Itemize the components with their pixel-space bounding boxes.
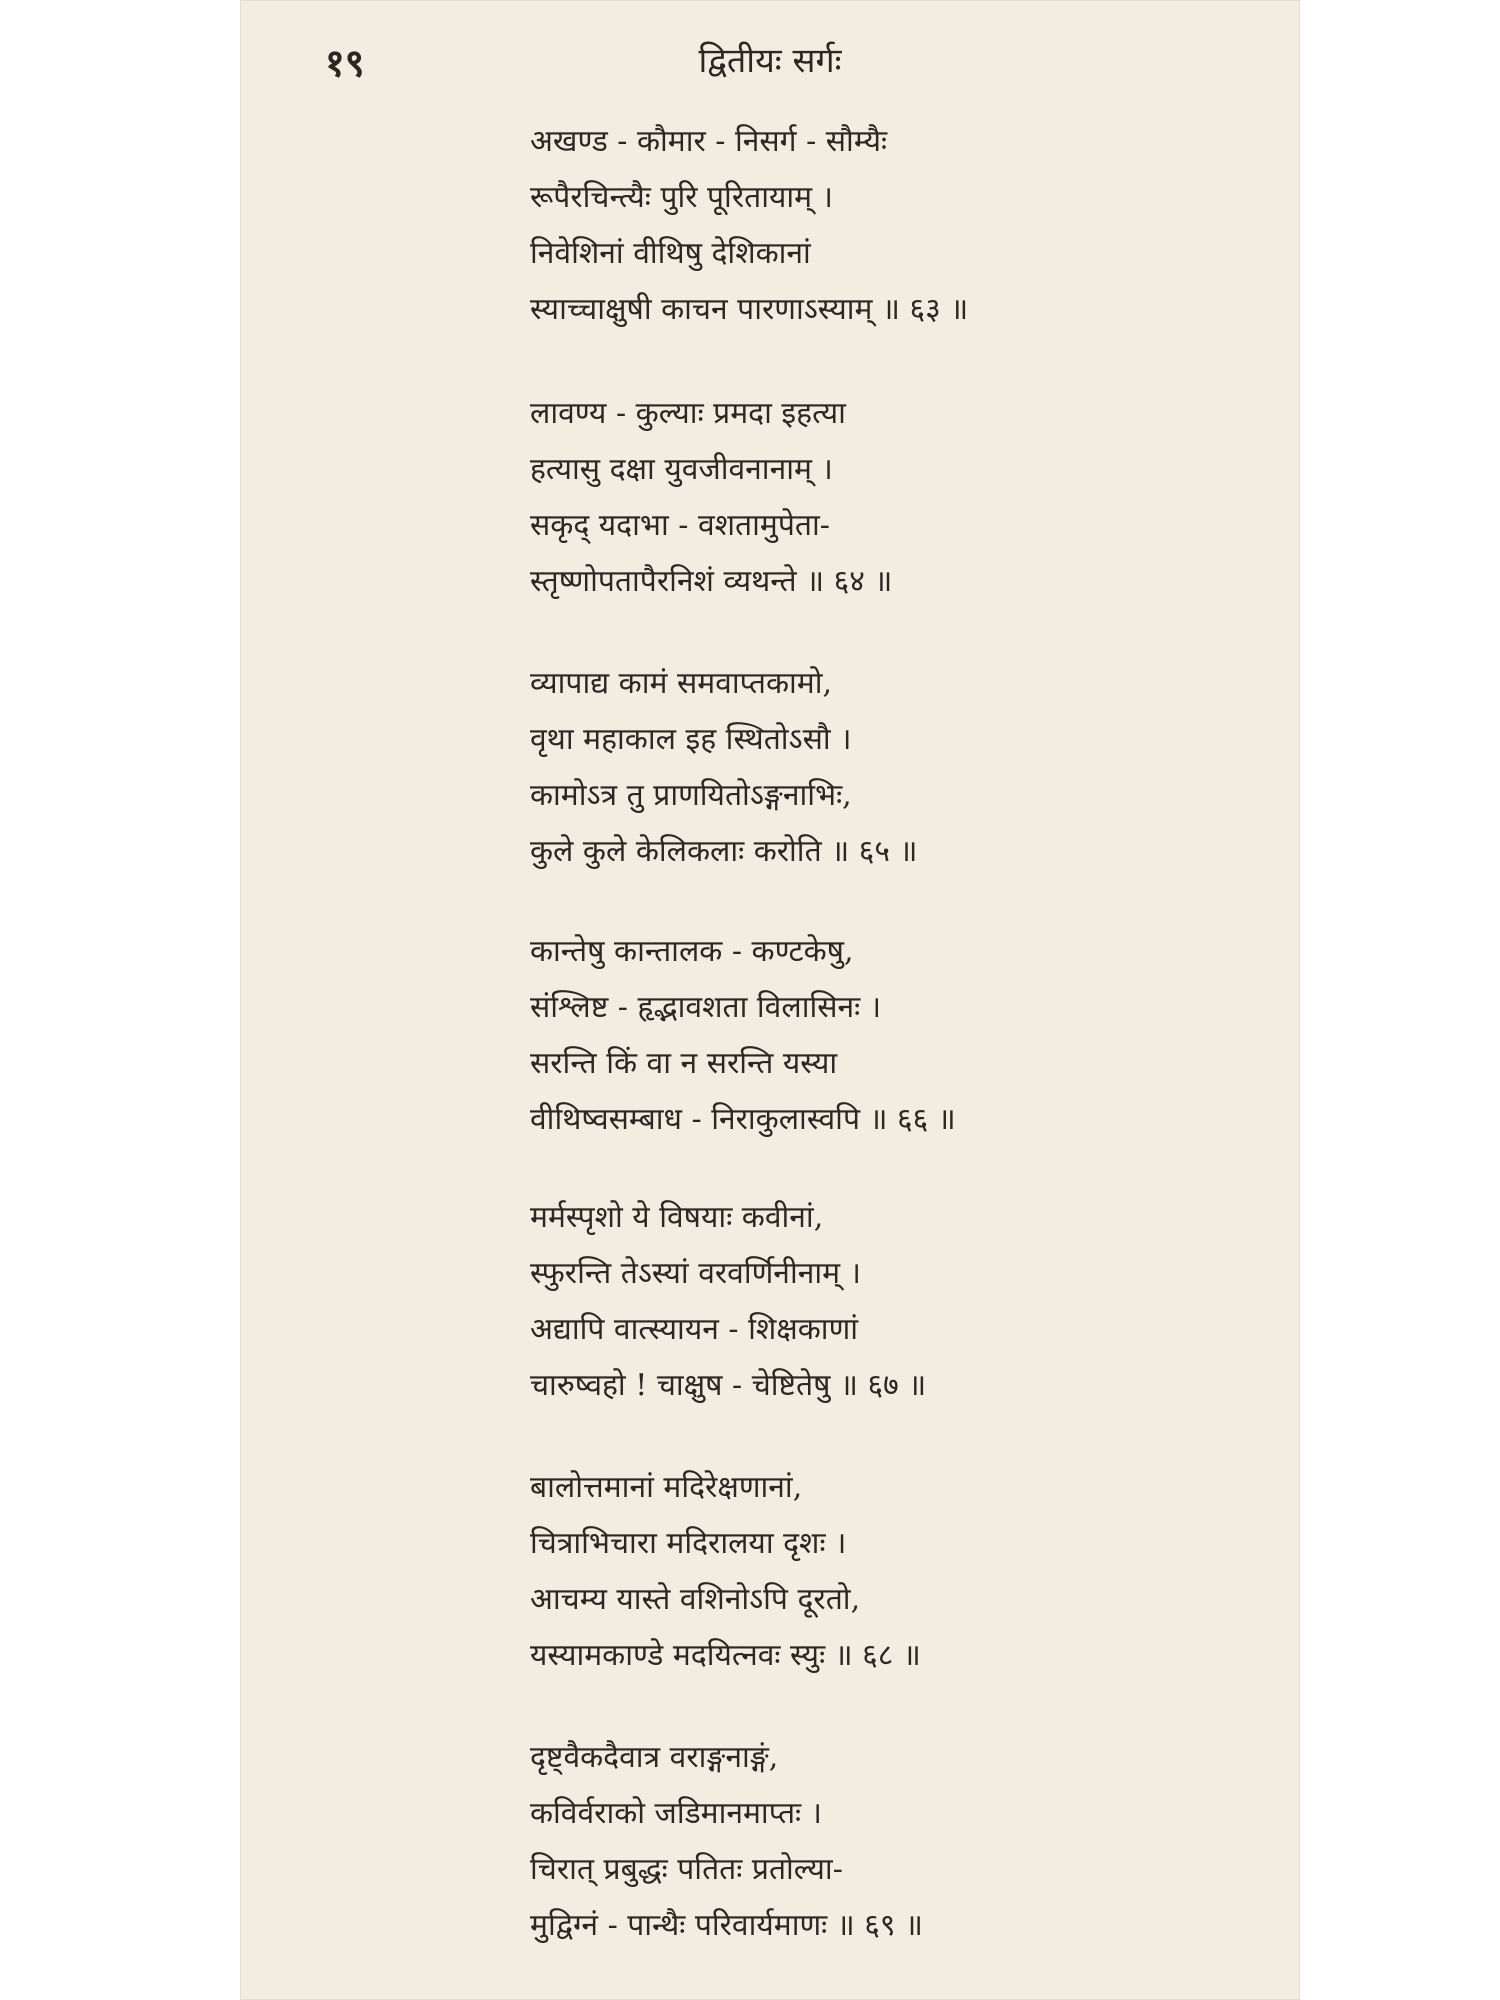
verse-line: हत्यासु दक्षा युवजीवनानाम् । xyxy=(530,452,833,487)
verse-63 xyxy=(530,114,1175,338)
verse-line: अद्यापि वात्स्यायन - शिक्षकाणां xyxy=(530,1312,859,1347)
verse-65 xyxy=(530,656,1175,880)
verse-67 xyxy=(530,1190,1175,1414)
page-number: १९ xyxy=(325,40,365,85)
verse-line: स्याच्चाक्षुषी काचन पारणाऽस्याम् ॥ ६३ ॥ xyxy=(530,292,969,327)
verse-line: रूपैरचिन्त्यैः पुरि पूरितायाम् । xyxy=(530,180,833,215)
verse-line: कुले कुले केलिकलाः करोति ॥ ६५ ॥ xyxy=(530,834,918,869)
verse-69 xyxy=(530,1730,1175,1954)
verse-64 xyxy=(530,386,1175,610)
verse-line: चिरात् प्रबुद्धः पतितः प्रतोल्या- xyxy=(530,1852,843,1887)
verse-line: संश्लिष्ट - हृद्भावशता विलासिनः । xyxy=(530,990,882,1025)
book-page xyxy=(240,0,1300,2000)
verse-line: स्फुरन्ति तेऽस्यां वरवर्णिनीनाम् । xyxy=(530,1256,861,1291)
verse-line: कामोऽत्र तु प्राणयितोऽङ्गनाभिः, xyxy=(530,778,852,813)
verse-line: चारुष्वहो ! चाक्षुष - चेष्टितेषु ॥ ६७ ॥ xyxy=(530,1368,927,1403)
verse-line: सरन्ति किं वा न सरन्ति यस्या xyxy=(530,1046,838,1081)
verse-line: दृष्ट्वैकदैवात्र वराङ्गनाङ्गं, xyxy=(530,1740,779,1775)
verse-line: वृथा महाकाल इह स्थितोऽसौ । xyxy=(530,722,852,757)
verse-line: कविर्वराको जडिमानमाप्तः । xyxy=(530,1796,823,1831)
verse-line: व्यापाद्य कामं समवाप्तकामो, xyxy=(530,666,833,701)
verse-line: मर्मस्पृशो ये विषयाः कवीनां, xyxy=(530,1200,824,1235)
verse-68 xyxy=(530,1460,1175,1684)
verse-line: सकृद् यदाभा - वशतामुपेता- xyxy=(530,508,830,543)
verse-line: बालोत्तमानां मदिरेक्षणानां, xyxy=(530,1470,803,1505)
verse-line: मुद्विग्नं - पान्थैः परिवार्यमाणः ॥ ६९ ॥ xyxy=(530,1908,923,1943)
verse-line: लावण्य - कुल्याः प्रमदा इहत्या xyxy=(530,396,846,431)
verse-line: कान्तेषु कान्तालक - कण्टकेषु, xyxy=(530,934,854,969)
verse-line: यस्यामकाण्डे मदयित्नवः स्युः ॥ ६८ ॥ xyxy=(530,1638,921,1673)
chapter-title: द्वितीयः सर्गः xyxy=(698,41,842,81)
verse-line: वीथिष्वसम्बाध - निराकुलास्वपि ॥ ६६ ॥ xyxy=(530,1102,956,1137)
verse-66 xyxy=(530,924,1175,1148)
verse-line: आचम्य यास्ते वशिनोऽपि दूरतो, xyxy=(530,1582,861,1617)
verse-line: चित्राभिचारा मदिरालया दृशः । xyxy=(530,1526,847,1561)
verse-line: अखण्ड - कौमार - निसर्ग - सौम्यैः xyxy=(530,124,888,159)
verse-line: निवेशिनां वीथिषु देशिकानां xyxy=(530,236,811,271)
verse-line: स्तृष्णोपतापैरनिशं व्यथन्ते ॥ ६४ ॥ xyxy=(530,564,893,599)
